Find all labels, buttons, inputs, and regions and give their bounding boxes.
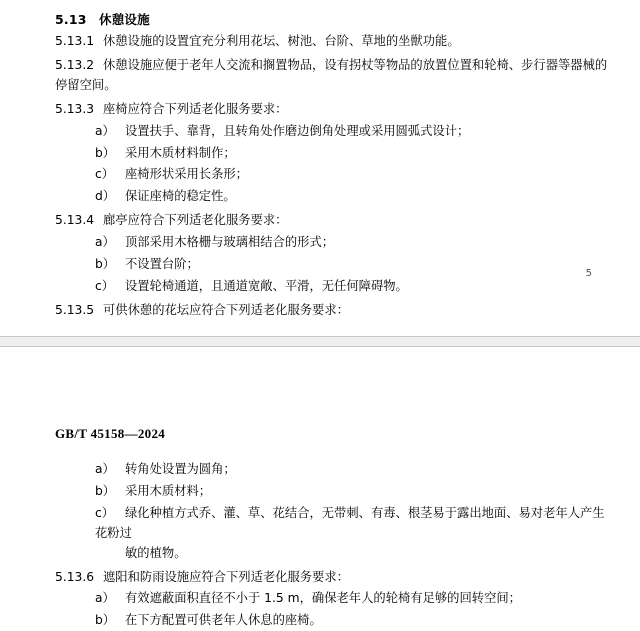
list-item-label: a） [95, 235, 115, 250]
clause-5-13-4 [55, 207, 610, 231]
list-item-text: 保证座椅的稳定性。 [125, 189, 236, 204]
clause-text: 廊亭应符合下列适老化服务要求： [103, 213, 288, 228]
list-item-text: 采用木质材料制作； [125, 145, 236, 160]
list-item-text: 座椅形状采用长条形； [125, 167, 248, 182]
list-item-text: 有效遮蔽面积直径不小于 1.5 m，确保老年人的轮椅有足够的回转空间； [125, 591, 521, 606]
list-item-label: a） [95, 123, 115, 138]
list-item-label: d） [95, 189, 116, 204]
list-item [55, 480, 610, 502]
clause-number: 5.13.4 [55, 213, 95, 228]
list-item [55, 587, 610, 609]
clause-text-continued: 停留空间。 [55, 77, 117, 92]
list-item-label: b） [95, 483, 116, 498]
clause-number: 5.13.6 [55, 569, 95, 584]
list-item [55, 163, 610, 185]
clause-5-13-6 [55, 564, 610, 588]
list-item-text: 不设置台阶； [125, 257, 199, 272]
page-number: 5 [585, 268, 592, 279]
document-page-2 [0, 346, 640, 628]
list-item-label: c） [95, 505, 115, 520]
clause-5-13-2 [55, 52, 610, 96]
list-item-label: b） [95, 613, 116, 628]
list-item [55, 185, 610, 207]
clause-5-13-1 [55, 28, 610, 52]
list-item-text-continued: 敏的植物。 [125, 545, 187, 560]
section-title: 休憩设施 [99, 12, 150, 27]
list-item-text: 在下方配置可供老年人休息的座椅。 [125, 613, 322, 628]
list-item [55, 231, 610, 253]
list-item-label: c） [95, 278, 115, 293]
list-item-text: 绿化种植方式乔、灌、草、花结合，无带刺、有毒、根茎易于露出地面、易对老年人产生花粉过 [95, 505, 605, 540]
list-item-label: b） [95, 257, 116, 272]
page-top-divider [0, 346, 640, 347]
list-item-text: 设置扶手、靠背，且转角处作磨边倒角处理或采用圆弧式设计； [125, 123, 470, 138]
list-item-label: b） [95, 145, 116, 160]
list-item [55, 253, 610, 275]
clause-text: 座椅应符合下列适老化服务要求： [103, 101, 288, 116]
list-item-text: 转角处设置为圆角； [125, 462, 236, 476]
page-gap [0, 337, 640, 346]
list-item [55, 609, 610, 631]
list-item [55, 120, 610, 142]
section-number: 5.13 [55, 12, 87, 27]
list-item [55, 502, 610, 564]
list-item-text: 顶部采用木格栅与玻璃相结合的形式； [125, 235, 335, 250]
clause-number: 5.13.3 [55, 101, 95, 116]
list-item-label: a） [95, 462, 115, 476]
section-heading [55, 0, 610, 28]
standard-id-header: GB/T 45158—2024 [55, 426, 166, 441]
clause-5-13-3 [55, 96, 610, 120]
list-item [55, 142, 610, 164]
list-item-text: 采用木质材料； [125, 483, 212, 498]
clause-number: 5.13.2 [55, 57, 95, 72]
list-item-label: c） [95, 167, 115, 182]
list-item-label: a） [95, 591, 115, 606]
page-2-content [0, 442, 640, 631]
clause-5-13-5 [55, 297, 610, 321]
clause-text: 休憩设施应便于老年人交流和搁置物品，设有拐杖等物品的放置位置和轮椅、步行器等器械的 [103, 57, 608, 72]
list-item [55, 458, 610, 480]
clause-number: 5.13.1 [55, 34, 95, 48]
list-item [55, 275, 610, 297]
clause-text: 可供休憩的花坛应符合下列适老化服务要求： [103, 302, 349, 317]
clause-text: 遮阳和防雨设施应符合下列适老化服务要求： [103, 569, 349, 584]
list-item-text: 设置轮椅通道，且通道宽敞、平滑，无任何障碍物。 [125, 278, 408, 293]
clause-number: 5.13.5 [55, 302, 95, 317]
clause-text: 休憩设施的设置宜充分利用花坛、树池、台阶、草地的坐獣功能。 [103, 34, 460, 48]
